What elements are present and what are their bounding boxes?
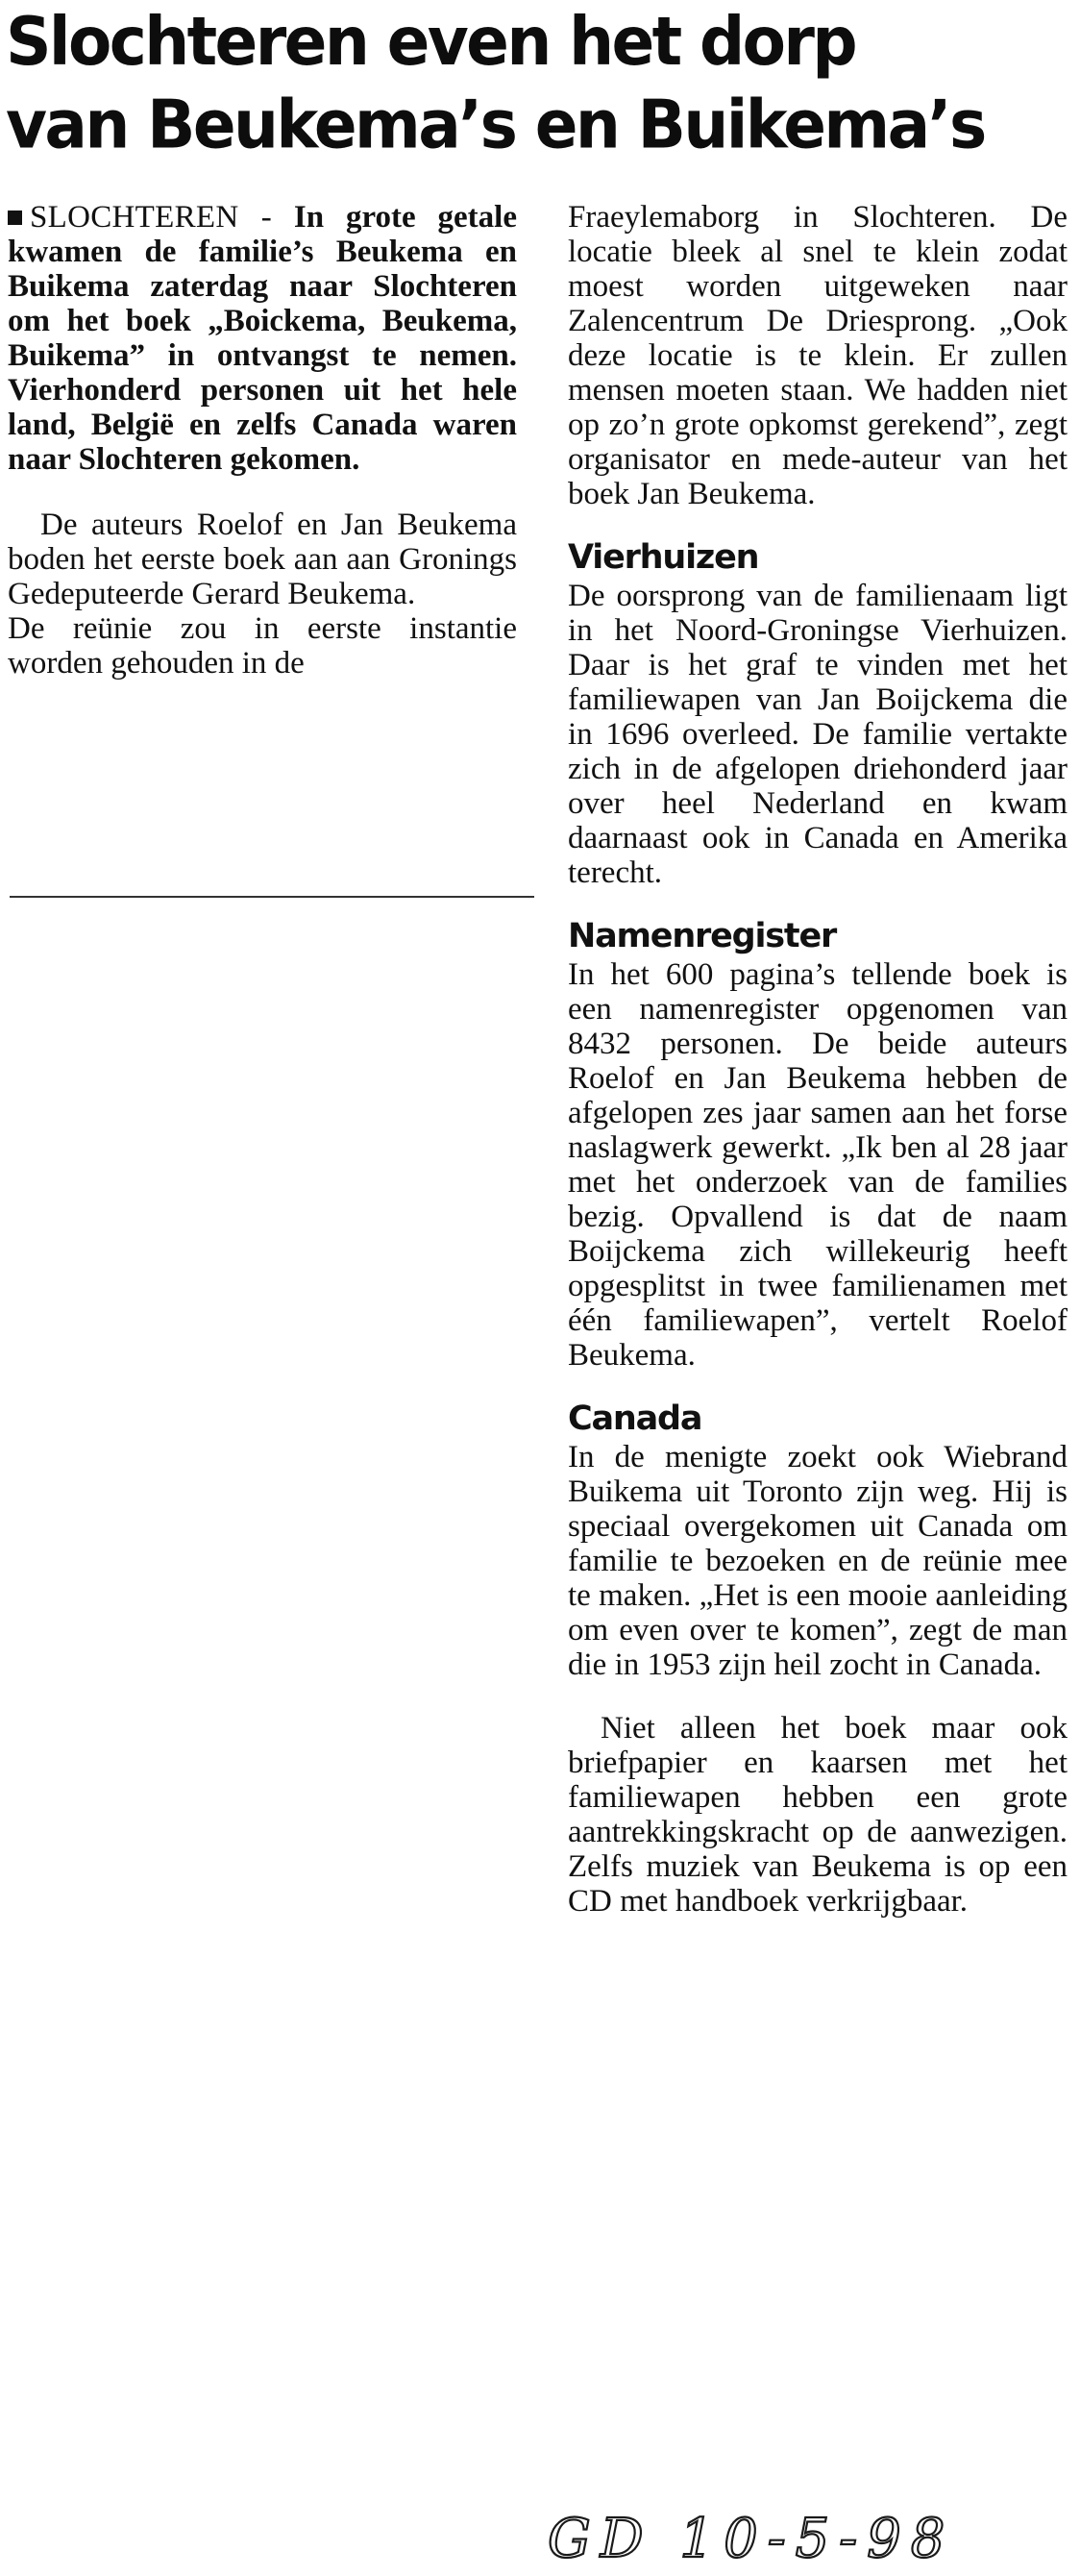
section-vierhuizen-text: De oorsprong van de familienaam ligt in het Noord-Groningse Vierhuizen. Daar is het graf te vinden met het familiewapen van Jan Boijckema die in 1696 overleed. De familie vertakte zich in de afgelopen driehonderd jaar over heel Nederland en kwam daarnaast ook in Canada en Amerika terecht. xyxy=(568,579,1068,890)
headline-line-2: van Beukema’s en Buikema’s xyxy=(6,86,985,164)
right-column xyxy=(568,200,1068,1919)
left-column xyxy=(8,200,517,681)
paragraph-gap xyxy=(568,1682,1068,1711)
section-canada-text: In de menigte zoekt ook Wiebrand Buikema uit Toronto zijn weg. Hij is speciaal overgekomen uit Canada om familie te bezoeken en de reünie mee te maken. „Het is een mooie aanleiding om even over te komen”, zegt de man die in 1953 zijn heil zocht in Canada. xyxy=(568,1440,1068,1682)
square-bullet-icon xyxy=(8,211,22,225)
lead-text: In grote getale kwamen de familie’s Beukema en Buikema zaterdag naar Slochteren om het boek „Boickema, Beukema, Buikema” in ontvangst te nemen. Vierhonderd personen uit het hele land, België en zelfs Canada waren naar Slochteren gekomen. xyxy=(8,200,517,477)
handwritten-date-text: GD 10-5-98 xyxy=(548,2508,955,2570)
column-end-rule xyxy=(10,896,534,898)
handwritten-date-annotation xyxy=(538,2497,1038,2574)
paragraph-gap xyxy=(8,477,517,508)
headline-line-1: Slochteren even het dorp xyxy=(6,2,855,81)
dateline: SLOCHTEREN - xyxy=(30,200,272,235)
subhead-namenregister: Namenregister xyxy=(568,917,837,955)
continued-paragraph: Fraeylemaborg in Slochteren. De locatie bleek al snel te klein zodat moest worden uitgeweken naar Zalencentrum De Driesprong. „Ook deze locatie is te klein. Er zullen mensen moeten staan. We hadden niet op zo’n grote opkomst gerekend”, zegt organisator en mede-auteur van het boek Jan Beukema. xyxy=(568,200,1068,511)
body-paragraph-2: De reünie zou in eerste instantie worden gehouden in de xyxy=(8,611,517,681)
subhead-vierhuizen: Vierhuizen xyxy=(568,538,759,577)
subhead-canada: Canada xyxy=(568,1399,702,1438)
section-namenregister-text: In het 600 pagina’s tellende boek is een namenregister opgenomen van 8432 personen. De beide auteurs Roelof en Jan Beukema hebben de afgelopen zes jaar samen aan het forse naslagwerk gewerkt. „Ik ben al 28 jaar met het onderzoek van de families bezig. Opvallend is dat de naam Boijckema zich willekeurig heeft opgesplitst in twee familienamen met één familiewapen”, vertelt Roelof Beukema. xyxy=(568,957,1068,1373)
body-paragraph-1: De auteurs Roelof en Jan Beukema boden het eerste boek aan aan Gronings Gedeputeerde Gerard Beukema. xyxy=(8,508,517,611)
headline xyxy=(6,0,1072,167)
closing-paragraph: Niet alleen het boek maar ook briefpapier en kaarsen met het familiewapen hebben een grote aantrekkingskracht op de aanwezigen. Zelfs muziek van Beukema is op een CD met handboek verkrijgbaar. xyxy=(568,1711,1068,1919)
lead-paragraph xyxy=(8,200,517,477)
